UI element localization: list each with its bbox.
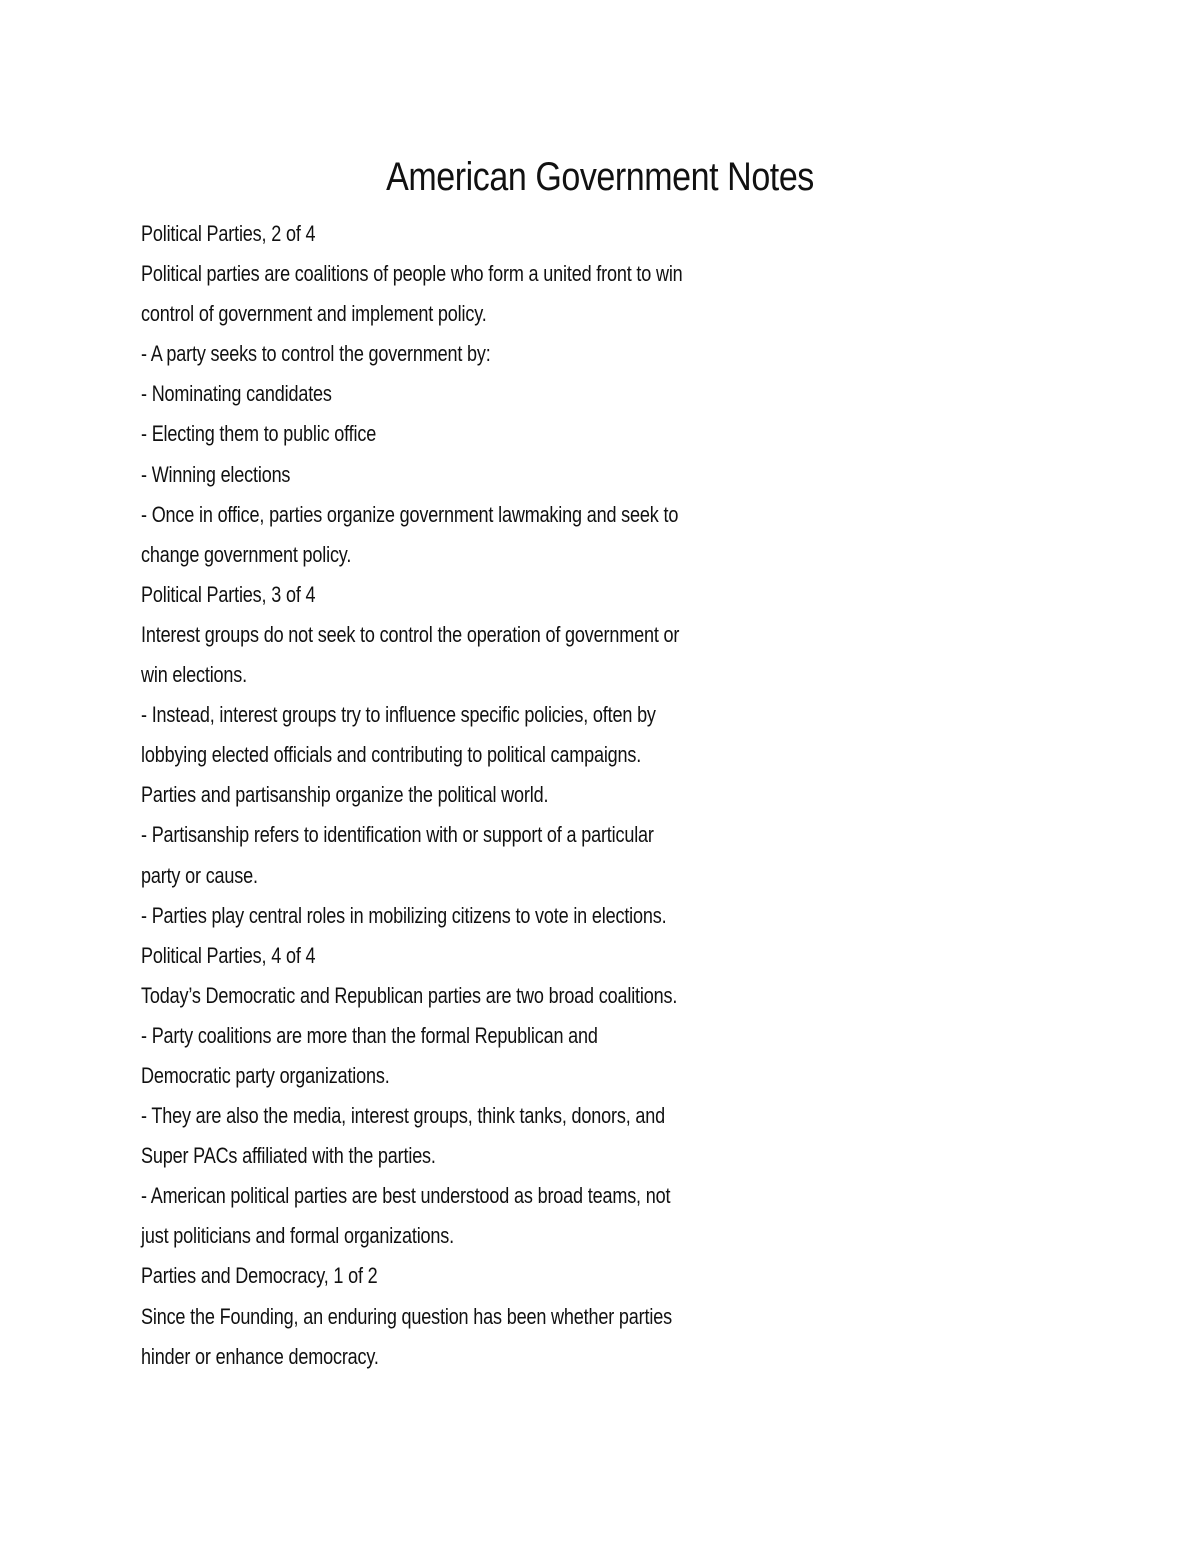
body-line: Parties and partisanship organize the political world. bbox=[141, 782, 549, 808]
body-line: Today’s Democratic and Republican parties are two broad coalitions. bbox=[141, 982, 678, 1008]
bullet-line: - Once in office, parties organize government lawmaking and seek to bbox=[141, 501, 679, 527]
body-line: Political parties are coalitions of people who form a united front to win bbox=[141, 261, 683, 287]
body-line: win elections. bbox=[141, 662, 247, 688]
body-line: Interest groups do not seek to control the operation of government or bbox=[141, 621, 680, 647]
body-line: change government policy. bbox=[141, 541, 352, 567]
page-title: American Government Notes bbox=[386, 155, 814, 199]
bullet-line: - Nominating candidates bbox=[141, 381, 332, 407]
body-line: Since the Founding, an enduring question has been whether parties bbox=[141, 1303, 672, 1329]
body-line: Super PACs affiliated with the parties. bbox=[141, 1143, 436, 1169]
body-line: hinder or enhance democracy. bbox=[141, 1343, 379, 1369]
body-line: control of government and implement policy. bbox=[141, 301, 487, 327]
body-line: party or cause. bbox=[141, 862, 258, 888]
section-heading: Political Parties, 4 of 4 bbox=[141, 942, 316, 968]
bullet-line: - Instead, interest groups try to influence specific policies, often by bbox=[141, 702, 656, 728]
bullet-line: - Partisanship refers to identification with or support of a particular bbox=[141, 822, 654, 848]
bullet-line: - They are also the media, interest groups, think tanks, donors, and bbox=[141, 1103, 666, 1129]
bullet-line: - American political parties are best understood as broad teams, not bbox=[141, 1183, 671, 1209]
body-line: Democratic party organizations. bbox=[141, 1062, 390, 1088]
section-heading: Parties and Democracy, 1 of 2 bbox=[141, 1263, 378, 1289]
body-line: just politicians and formal organizations. bbox=[141, 1223, 454, 1249]
bullet-line: - A party seeks to control the government by: bbox=[141, 341, 491, 367]
bullet-line: - Electing them to public office bbox=[141, 421, 377, 447]
document-body bbox=[141, 214, 861, 1377]
bullet-line: - Party coalitions are more than the formal Republican and bbox=[141, 1022, 598, 1048]
bullet-line: - Winning elections bbox=[141, 461, 291, 487]
section-heading: Political Parties, 2 of 4 bbox=[141, 221, 316, 246]
section-heading: Political Parties, 3 of 4 bbox=[141, 581, 316, 607]
bullet-line: - Parties play central roles in mobilizing citizens to vote in elections. bbox=[141, 902, 667, 928]
body-line: lobbying elected officials and contributing to political campaigns. bbox=[141, 742, 642, 768]
